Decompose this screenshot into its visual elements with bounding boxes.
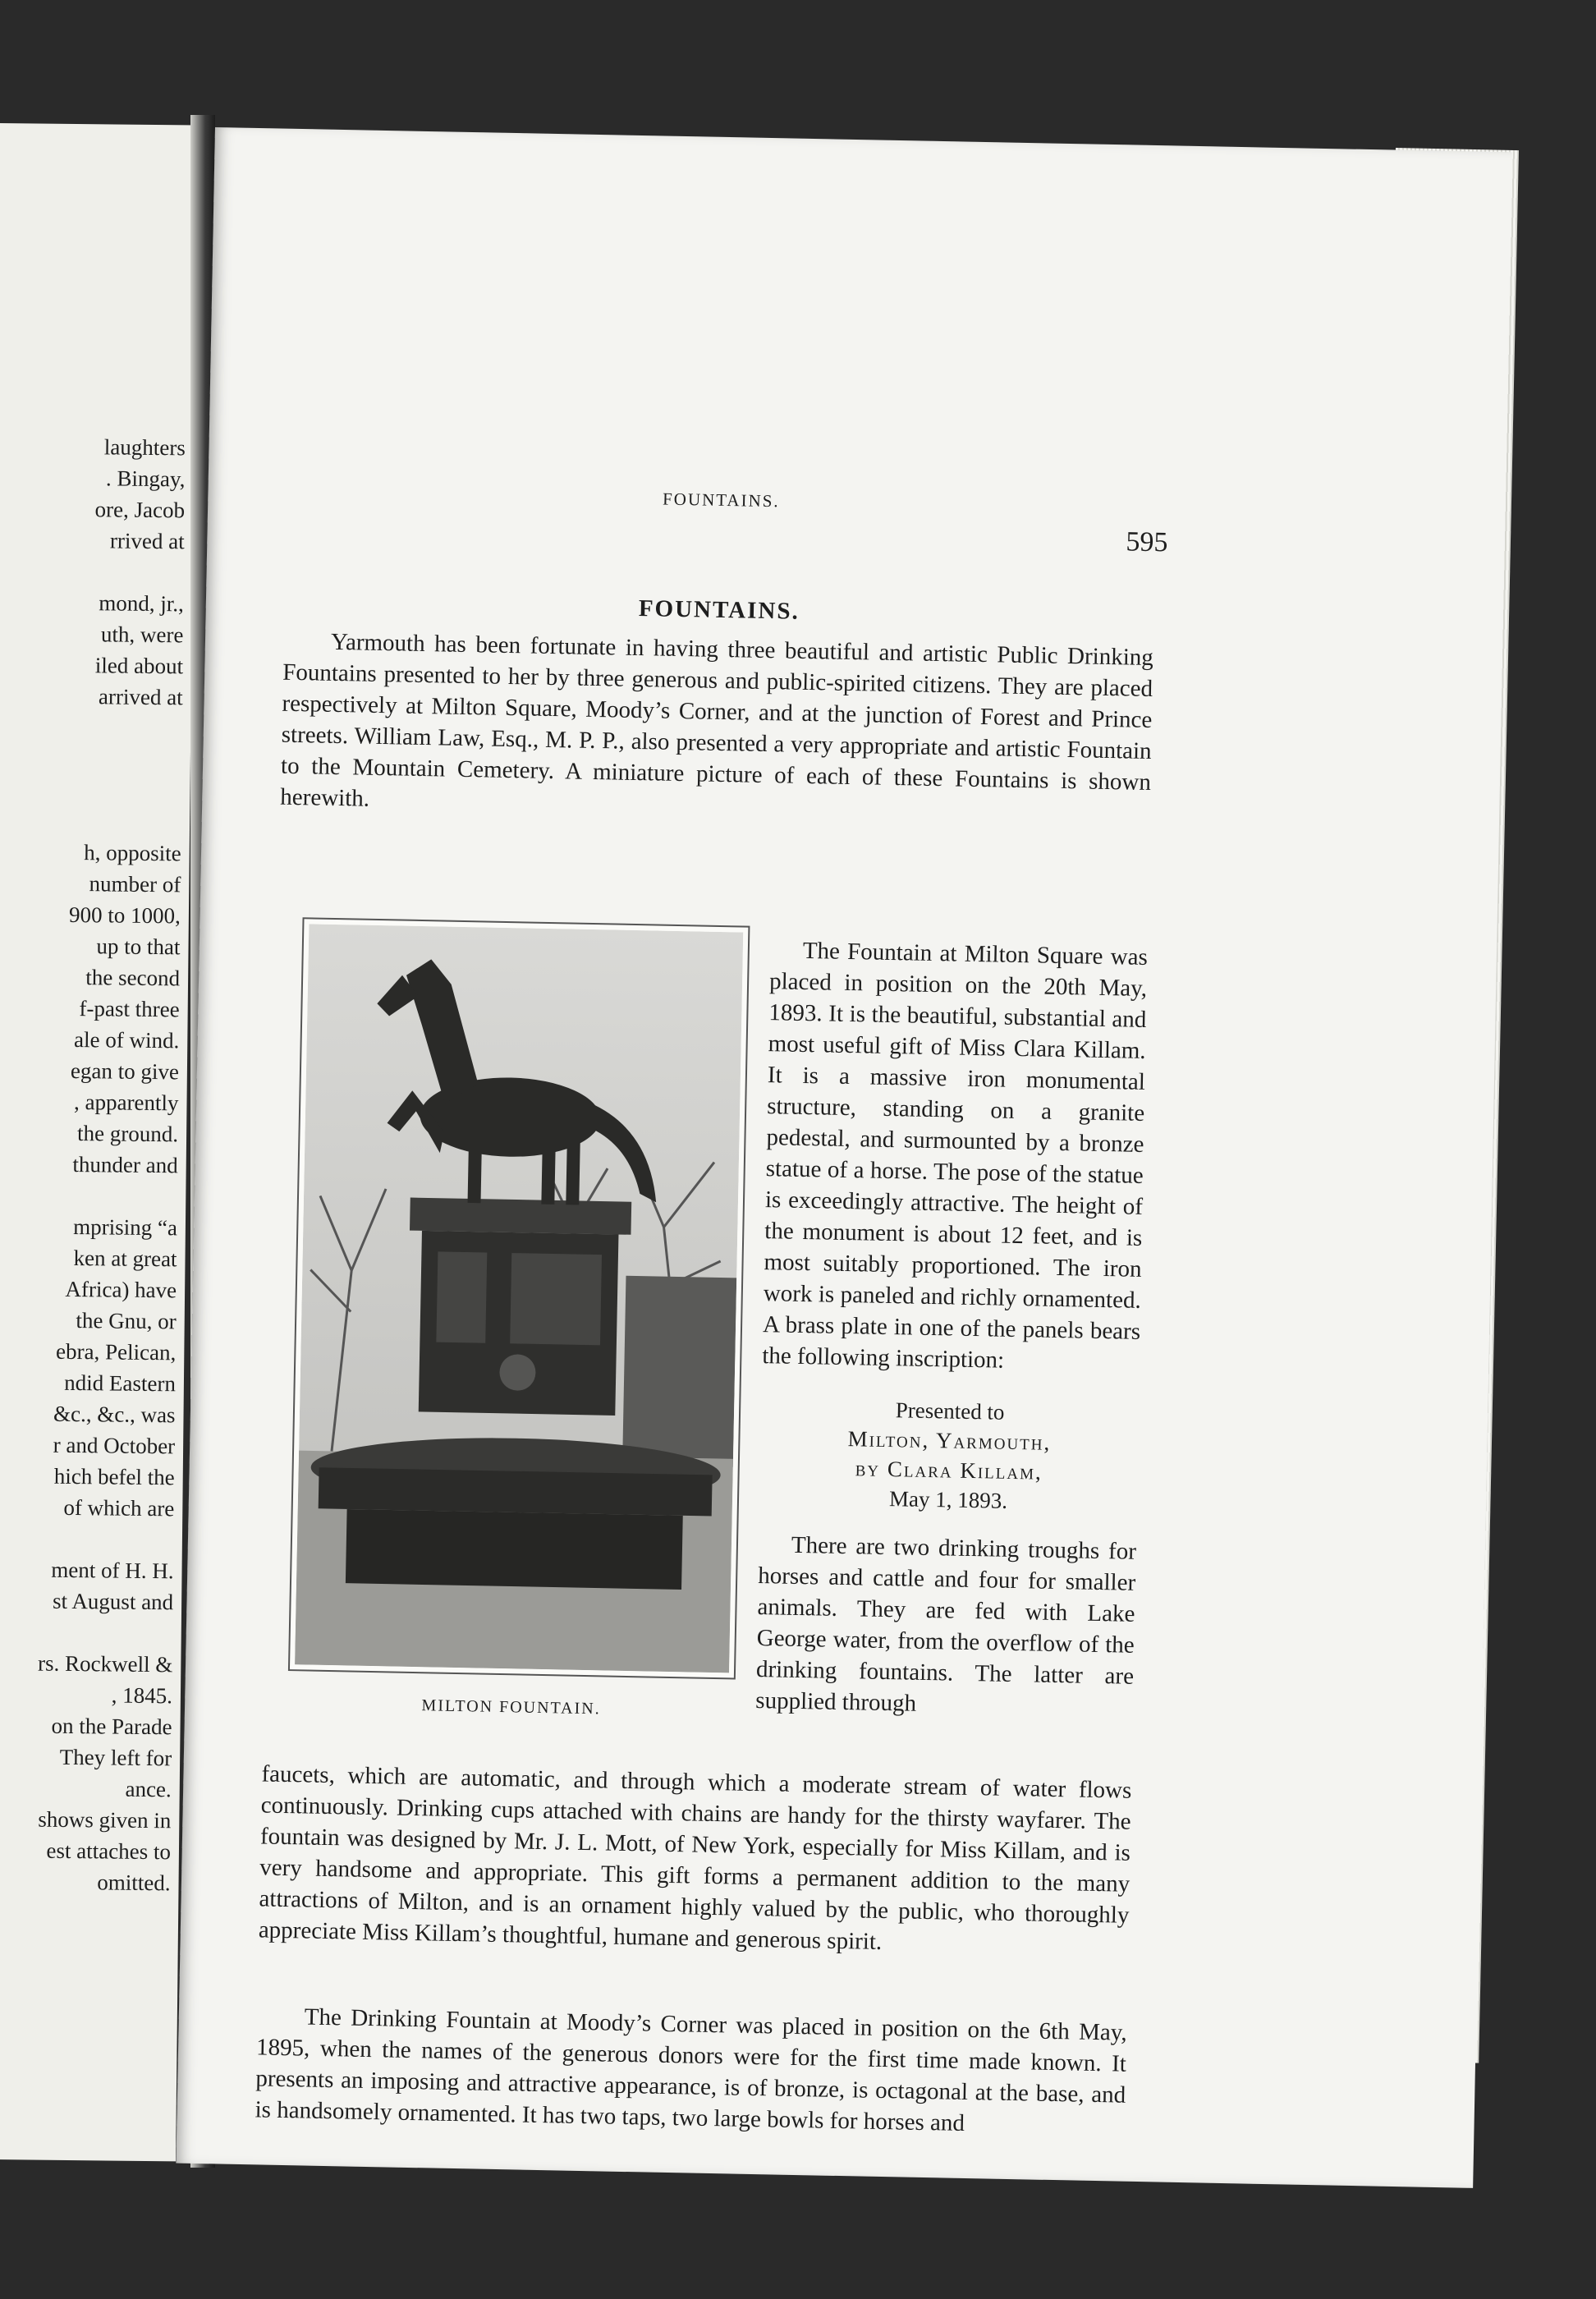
left-page-line: ment of H. H. bbox=[51, 1557, 174, 1584]
inscription bbox=[759, 1393, 1140, 1518]
troughs-paragraph: There are two drinking troughs for horses and cattle and four for smaller animals. They are fed with Lake George water, from the overflow of the drinking fountains. The latter are supplied through bbox=[755, 1531, 1137, 1717]
left-page-line: ale of wind. bbox=[73, 1027, 180, 1053]
left-page-line: rs. Rockwell & bbox=[37, 1650, 173, 1677]
left-page-line: est attaches to bbox=[46, 1838, 172, 1865]
left-page-line: uth, were bbox=[100, 622, 184, 648]
left-facing-page bbox=[0, 123, 197, 2161]
left-page-line: rrived at bbox=[109, 528, 185, 554]
left-page-line: hich befel the bbox=[53, 1463, 175, 1490]
left-page-line: mond, jr., bbox=[99, 590, 185, 617]
page-number: 595 bbox=[1126, 526, 1168, 558]
left-page-line: Africa) have bbox=[65, 1276, 177, 1303]
moodys-corner-paragraph: The Drinking Fountain at Moody’s Corner was placed in position on the 6th May, 1895, when the names of the generous donors were for the first time made known. It presents an imposing and attractive appearance, is of bronze, is octagonal at the base, and is handsomely ornamented. It has two taps, two large bowls for horses and bbox=[255, 2003, 1127, 2136]
left-page-line: laughters bbox=[103, 434, 186, 461]
left-page-line: &c., &c., was bbox=[53, 1401, 176, 1428]
inscription-line: May 1, 1893. bbox=[888, 1486, 1008, 1513]
left-page-line: h, opposite bbox=[84, 840, 181, 866]
right-column bbox=[755, 934, 1148, 1723]
left-page-line: iled about bbox=[94, 653, 184, 679]
page-body bbox=[255, 342, 1168, 2136]
milton-paragraph: The Fountain at Milton Square was placed in position on the 20th May, 1893. It is the beautiful, substantial and most useful gift of Miss Clara Killam. It is a massive iron monumental structure, standing on a granite pedestal, and surmounted by a bronze statue of a horse. The pose of the statue is exceedingly attractive. The height of the monument is about 12 feet, and is most suitably proportioned. The iron work is paneled and richly ornamented. A brass plate in one of the panels bears the following inscription: bbox=[762, 937, 1149, 1374]
left-page-line: egan to give bbox=[70, 1058, 180, 1085]
left-page-line: ebra, Pelican, bbox=[55, 1338, 177, 1365]
left-page-line: of which are bbox=[63, 1494, 175, 1521]
left-page-line: arrived at bbox=[98, 684, 183, 710]
background-building bbox=[622, 1276, 736, 1467]
left-page-line: r and October bbox=[53, 1432, 176, 1459]
left-page-line: ndid Eastern bbox=[64, 1370, 177, 1397]
left-page-line: 900 to 1000, bbox=[68, 902, 181, 929]
brass-plate-panel bbox=[510, 1253, 602, 1345]
intro-paragraph: Yarmouth has been fortunate in having three beautiful and artistic Public Drinking Fountains presented to her by three generous and public-spirited citizens. They are placed respectively at Milton Square, Moody’s Corner, and at the junction of Forest and Prince streets. William Law, Esq., M. P. P., also presented a very appropriate and artistic Fountain to the Mountain Cemetery. A miniature picture of each of these Fountains is shown herewith. bbox=[280, 628, 1154, 812]
left-page-line: ken at great bbox=[73, 1246, 177, 1272]
left-page-line: f-past three bbox=[79, 996, 180, 1022]
left-page-line: the ground. bbox=[76, 1121, 179, 1147]
inscription-line: by Clara Killam, bbox=[855, 1456, 1043, 1484]
trough-basin bbox=[319, 1467, 713, 1516]
inscription-line: Milton, Yarmouth, bbox=[847, 1426, 1052, 1455]
left-page-line: They left for bbox=[59, 1744, 172, 1771]
left-page-line: st August and bbox=[52, 1588, 174, 1615]
fountain-base bbox=[346, 1509, 683, 1590]
left-page-line: , apparently bbox=[73, 1090, 179, 1116]
left-page-line: the second bbox=[85, 965, 181, 991]
left-page-line: ance. bbox=[125, 1776, 172, 1802]
left-page-line: up to that bbox=[96, 934, 181, 960]
left-page-line: number of bbox=[89, 871, 181, 897]
continued-paragraph: faucets, which are automatic, and through which a moderate stream of water flows continuously. Drinking cups attached with chains are handy for the thirsty wayfarer. The fountain was designed by Mr. J. L. Mott, of New York, especially for Miss Killam, and is very handsome and appropriate. This gift forms a permanent addition to the many attractions of Milton, and is an ornament highly valued by the public, who thoroughly appreciate Miss Killam’s thoughtful, humane and generous spirit. bbox=[258, 1760, 1132, 1955]
fountain-illustration bbox=[295, 924, 743, 1673]
left-page-line: ore, Jacob bbox=[94, 497, 186, 523]
left-page-line: on the Parade bbox=[51, 1713, 172, 1740]
left-page-line: the Gnu, or bbox=[76, 1308, 177, 1334]
running-head: FOUNTAINS. bbox=[662, 489, 780, 512]
left-page-line: omitted. bbox=[97, 1870, 171, 1896]
pedestal-panel bbox=[436, 1251, 487, 1342]
pedestal-cap bbox=[410, 1198, 631, 1235]
left-page-line: mprising “a bbox=[73, 1214, 178, 1241]
milton-fountain-photo bbox=[288, 917, 750, 1679]
left-page-line: shows given in bbox=[38, 1806, 172, 1833]
section-title: FOUNTAINS. bbox=[638, 595, 800, 625]
inscription-line: Presented to bbox=[895, 1397, 1005, 1425]
left-page-line: . Bingay, bbox=[105, 466, 186, 492]
figure-caption: MILTON FOUNTAIN. bbox=[421, 1696, 601, 1719]
left-page-line: thunder and bbox=[72, 1151, 178, 1178]
page bbox=[176, 127, 1511, 2188]
left-page-line: , 1845. bbox=[111, 1682, 173, 1709]
